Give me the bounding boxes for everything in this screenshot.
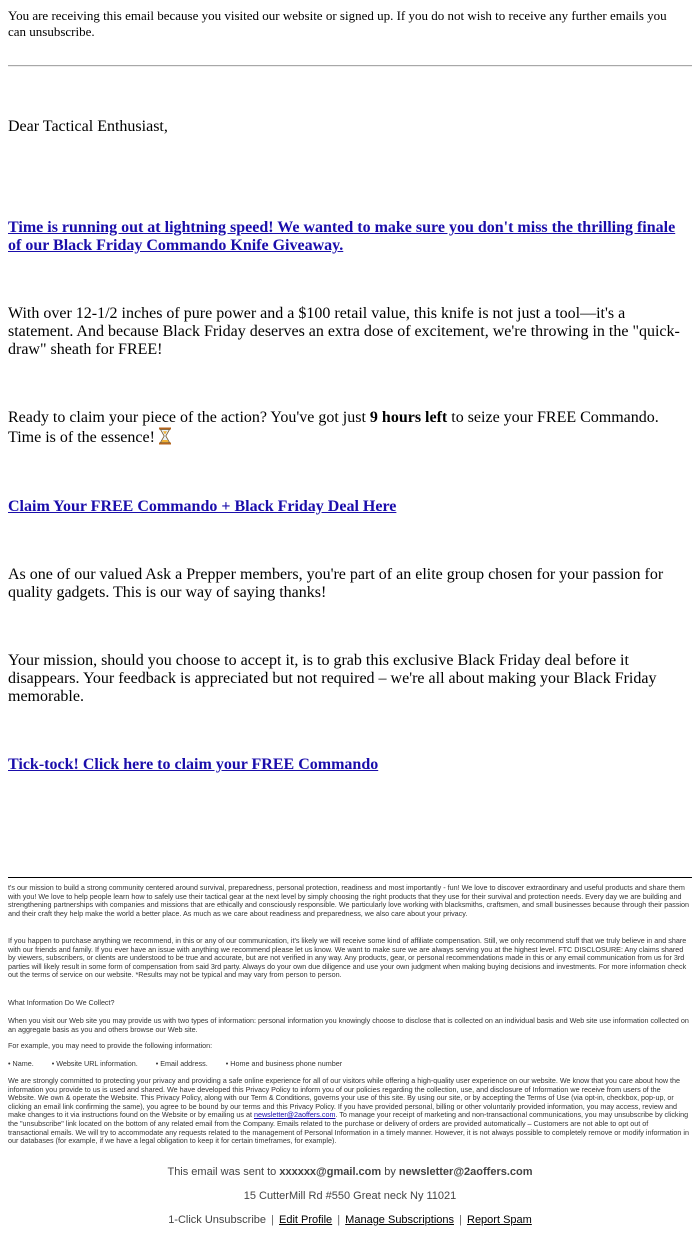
footer-affiliate-disclosure: If you happen to purchase anything we recommend, in this or any of our communication, it's likely we will receive some kind of affiliate compensation. Still, we only recommend stuff that we truly believe in and share with our friends and family. If you ever have an issue with anything we recommend please let us know. We want to make sure we are always serving you at the highest level. FTC DISCLOSURE: Any claims shared by viewers, subscribers, or clients are understood to be true and accurate, but are not verified in any way. Any products, gear, or personal recommendations made in this or any email communication from us for 3rd parties will likely result in some form of compensation from said 3rd party. Always do your own due diligence and use your own judgment when making buying decisions and investments. For more information check out the terms of service on our website. *Results may not be typical and may vary from person to person. [8,936,687,980]
deadline-text-end: to seize your FREE Commando. Time is of the essence! [8,409,659,446]
greeting: Dear Tactical Enthusiast, [8,118,168,135]
intro-headline-link-wrap [8,219,688,255]
one-click-unsubscribe[interactable]: 1-Click Unsubscribe [168,1214,266,1226]
info-item-email: • Email address. [156,1059,208,1068]
unsubscribe-notice: You are receiving this email because you visited our website or signed up. If you do not wish to receive any further emails you can unsubscribe. [8,8,667,39]
manage-subscriptions-link[interactable]: Manage Subscriptions [345,1214,455,1226]
footer-divider [8,877,692,878]
footer-mission: t's our mission to build a strong community centered around survival, preparedness, personal protection, readiness and most importantly - fun! We love to discover extraordinary and useful products and share them with you! We love to help people learn how to safely use their tactical gear at the next level by simply choosing the right products that they use for their survival and protection needs. Every day we are building and strengthening partnerships with companies and missions that are ethically and consciously responsible. We particularly love working with blacksmiths, craftsmen, and small businesses because through their passion and their craft they help make the world a better place. As much as we care about readiness and preparedness, we also care about your privacy. [8,883,690,918]
cta-claim-wrap [8,498,688,516]
mailing-address: 15 CutterMill Rd #550 Great neck Ny 11021 [243,1190,457,1202]
privacy-text-start: We are strongly committed to protecting your privacy and providing a safe online experience for all of our visitors while offering a high-quality user experience on our website. We know that you care about how the information you provide to us is used and shared. We have developed this Privacy Policy to inform you of our policies regarding the collection, use, and disclosure of Information we receive from users of the Website. We own & operate the Website. This Privacy Policy, along with our Term & Conditions, governs your use of this site. By using our site, or by accepting the Terms of Use (via opt-in, checkbox, pop-up, or clicking an email link confirming the same), you agree to be bound by our terms and this Privacy Policy. If you have provided personal, billing or other voluntarily provided information, you may access, review and make changes to it via instructions found on the Website or by emailing us at [8,1076,680,1120]
body-paragraph-mission: Your mission, should you choose to accept it, is to grab this exclusive Black Friday deal before it disappears. Your feedback is appreciated but not required – we're all about making your Black Friday memorable. [8,652,657,705]
body-paragraph-knife: With over 12-1/2 inches of pure power and a $100 retail value, this knife is not just a tool—it's a statement. And because Black Friday deserves an extra dose of excitement, we're throwing in the "quick-draw" sheath for FREE! [8,305,680,358]
hourglass-icon [158,427,172,450]
separator: | [337,1214,341,1226]
claim-deal-link[interactable]: Claim Your FREE Commando + Black Friday Deal Here [8,498,397,515]
info-item-url: • Website URL information. [52,1059,138,1068]
body-paragraph-members: As one of our valued Ask a Prepper members, you're part of an elite group chosen for your passion for quality gadgets. This is our way of saying thanks! [8,566,664,601]
sender-email: newsletter@2aoffers.com [398,1166,533,1178]
edit-profile-link[interactable]: Edit Profile [278,1214,333,1226]
ticktock-claim-link[interactable]: Tick-tock! Click here to claim your FREE Commando [8,756,379,773]
report-spam-link[interactable]: Report Spam [467,1214,532,1226]
footer-collect-text: When you visit our Web site you may provide us with two types of information: personal information you knowingly choose to disclose that is collected on an individual basis and Web site use information collected on an aggregate basis as you and others browse our Web site. [8,1016,689,1034]
info-item-name: • Name. [8,1059,34,1068]
deadline-text-start: Ready to claim your piece of the action? You've got just [8,409,370,426]
info-item-phone: • Home and business phone number [226,1059,342,1068]
body-paragraph-deadline [8,409,688,450]
footer-collect-heading: What Information Do We Collect? [8,998,115,1007]
cta-ticktock-wrap [8,756,688,774]
giveaway-headline-link[interactable]: Time is running out at lightning speed! We wanted to make sure you don't miss the thrilling finale of our Black Friday Commando Knife Giveaway. [8,219,676,254]
separator: | [271,1214,274,1226]
hours-left: 9 hours left [369,409,448,426]
footer-example-text: For example, you may need to provide the following information: [8,1041,213,1050]
footer-privacy-policy [8,1077,690,1146]
separator: | [459,1214,462,1226]
sent-by-word: by [381,1166,399,1178]
sent-to-line [0,1166,700,1179]
footer-info-list [8,1060,690,1069]
header-divider [8,65,692,67]
footer-links [0,1214,700,1227]
privacy-text-end: . To manage your receipt of marketing and non-transactional communications, you may unsubscribe by clicking the "unsubscribe" link located on the bottom of any related email from the Company. Emails related to the purchase or delivery of orders are provided automatically – Customers are not able to opt out of transactional emails. We will try to accommodate any requests related to the management of Personal Information in a timely manner. However, it is not always possible to completely remove or modify information in our databases (for example, if we have a legal obligation to keep it for certain timeframes, for example). [8,1110,689,1146]
sent-prefix: This email was sent to [167,1166,280,1178]
newsletter-email-link[interactable]: newsletter@2aoffers.com [253,1110,336,1120]
recipient-email: xxxxxx@gmail.com [279,1166,382,1178]
